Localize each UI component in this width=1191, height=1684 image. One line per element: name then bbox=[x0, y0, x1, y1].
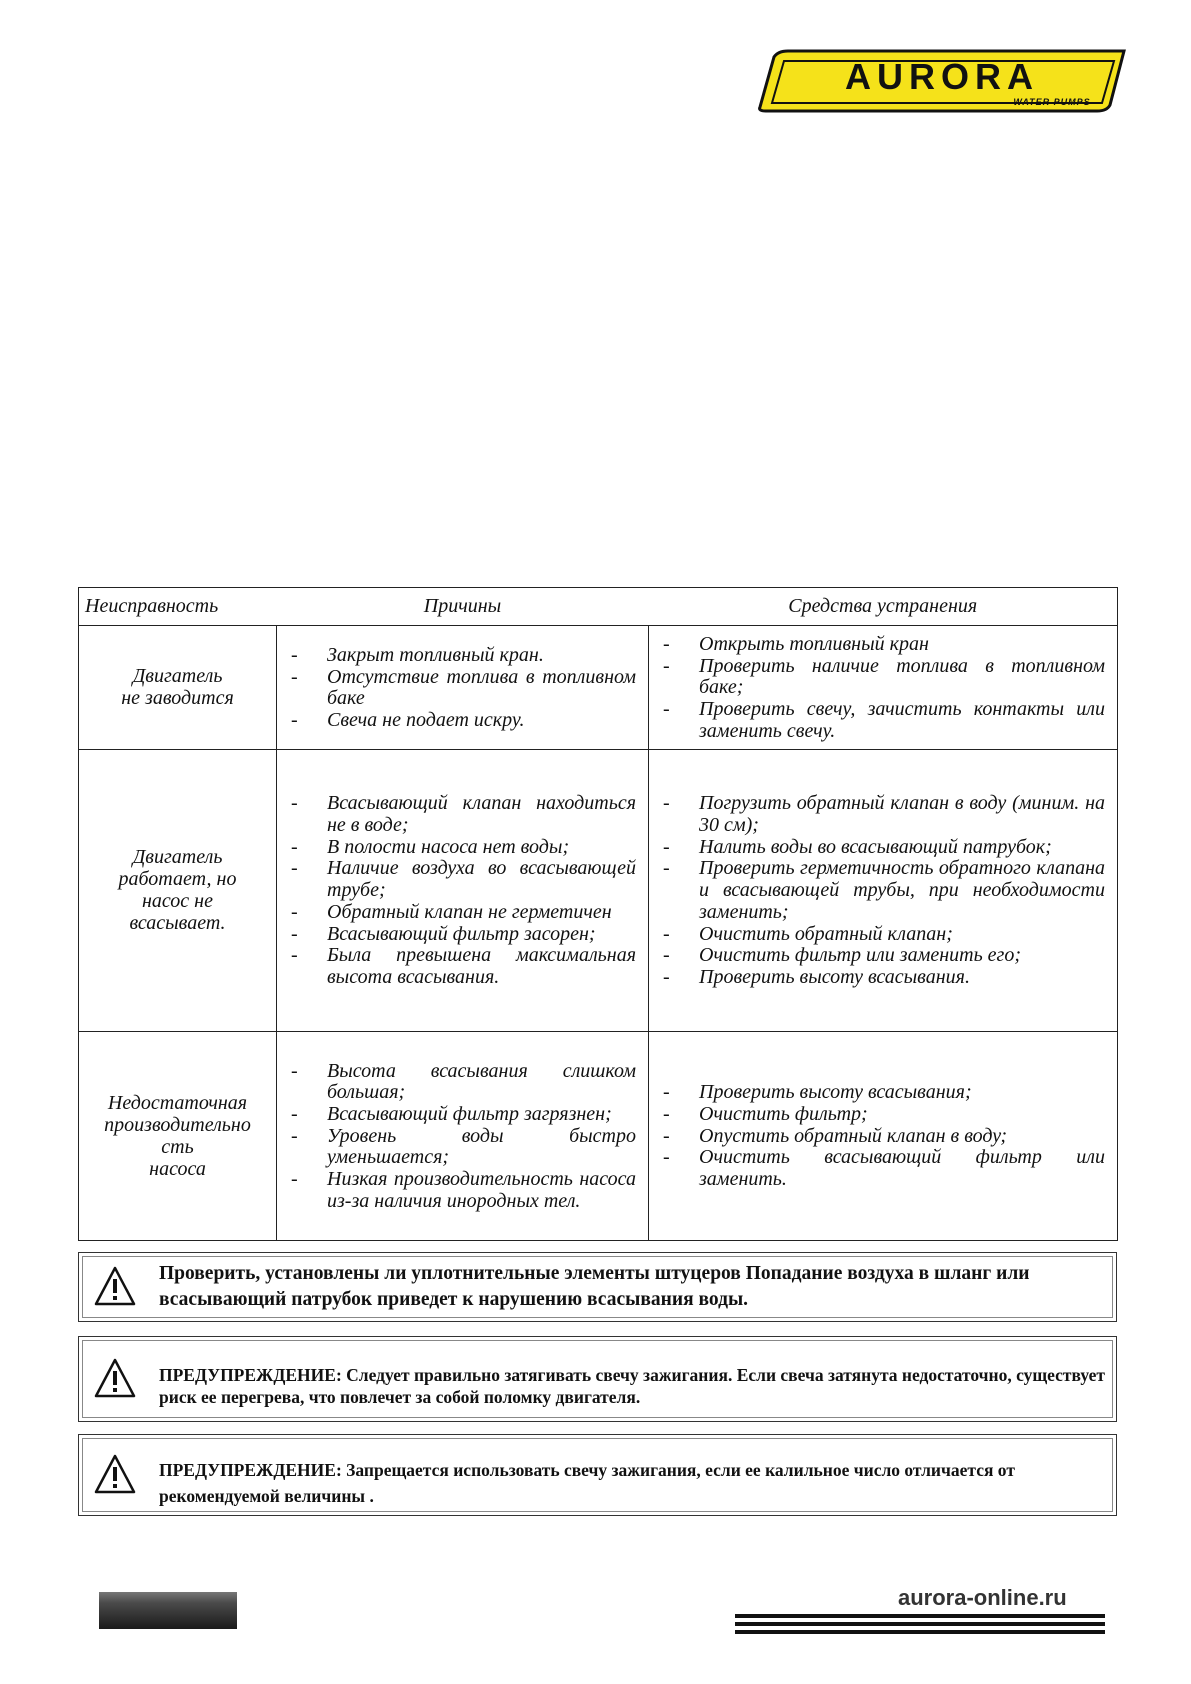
list-item: - Низкая производительность насоса из-за наличия инородных тел. bbox=[291, 1169, 636, 1212]
aurora-logo bbox=[752, 47, 1132, 115]
list-item: - Была превышена максимальная высота всасывания. bbox=[291, 945, 636, 988]
fault-cell: Недостаточная производительно сть насоса bbox=[79, 1031, 277, 1240]
header-remedies: Средства устранения bbox=[649, 588, 1118, 626]
list-item: - Проверить наличие топлива в топливном баке; bbox=[663, 656, 1105, 699]
warning-text: Проверить, установлены ли уплотнительные элементы штуцеров Попадание воздуха в шланг или всасывающий патрубок приведет к нарушению всасывания воды. bbox=[159, 1263, 1030, 1310]
warning-text: ПРЕДУПРЕЖДЕНИЕ: Следует правильно затягивать свечу зажигания. Если свеча затянута недостаточно, существует риск ее перегрева, что повлечет за собой поломку двигателя. bbox=[159, 1365, 1105, 1407]
list-item: - Очистить всасывающий фильтр или заменить. bbox=[663, 1147, 1105, 1190]
list-item: - Проверить высоту всасывания; bbox=[663, 1082, 1105, 1104]
list-item: - Опустить обратный клапан в воду; bbox=[663, 1126, 1105, 1148]
list-item: - В полости насоса нет воды; bbox=[291, 837, 636, 859]
logo-subtext: WATER PUMPS bbox=[1013, 97, 1091, 107]
list-item: - Всасывающий клапан находиться не в воде; bbox=[291, 793, 636, 836]
remedies-cell bbox=[649, 626, 1118, 750]
list-item: - Всасывающий фильтр загрязнен; bbox=[291, 1104, 636, 1126]
warning-box-seals bbox=[78, 1252, 1117, 1322]
warning-text: ПРЕДУПРЕЖДЕНИЕ: Запрещается использовать свечу зажигания, если ее калильное число отличается от рекомендуемой величины . bbox=[159, 1460, 1015, 1506]
remedies-cell bbox=[649, 1031, 1118, 1240]
footer-lines bbox=[735, 1614, 1105, 1638]
troubleshooting-table bbox=[78, 587, 1118, 1241]
list-item: - Свеча не подает искру. bbox=[291, 710, 636, 732]
causes-cell bbox=[277, 1031, 649, 1240]
list-item: - Высота всасывания слишком большая; bbox=[291, 1061, 636, 1104]
warning-box-spark-plug-tighten bbox=[78, 1336, 1117, 1422]
list-item: - Открыть топливный кран bbox=[663, 634, 1105, 656]
list-item: - Закрыт топливный кран. bbox=[291, 645, 636, 667]
warning-triangle-icon bbox=[93, 1453, 137, 1495]
list-item: - Отсутствие топлива в топливном баке bbox=[291, 667, 636, 710]
table-row bbox=[79, 1031, 1118, 1240]
list-item: - Очистить фильтр; bbox=[663, 1104, 1105, 1126]
list-item: - Обратный клапан не герметичен bbox=[291, 902, 636, 924]
remedies-cell bbox=[649, 749, 1118, 1031]
header-causes: Причины bbox=[277, 588, 649, 626]
causes-cell bbox=[277, 626, 649, 750]
list-item: - Уровень воды быстро уменьшается; bbox=[291, 1126, 636, 1169]
table-row bbox=[79, 749, 1118, 1031]
page-tab-tail bbox=[237, 1612, 271, 1629]
warning-box-spark-plug-heat bbox=[78, 1434, 1117, 1516]
header-fault: Неисправность bbox=[79, 588, 277, 626]
list-item: - Погрузить обратный клапан в воду (миним. на 30 см); bbox=[663, 793, 1105, 836]
list-item: - Проверить свечу, зачистить контакты или заменить свечу. bbox=[663, 699, 1105, 742]
footer-site: aurora-online.ru bbox=[898, 1585, 1067, 1610]
causes-cell bbox=[277, 749, 649, 1031]
list-item: - Всасывающий фильтр засорен; bbox=[291, 924, 636, 946]
table-row bbox=[79, 626, 1118, 750]
table-header-row bbox=[79, 588, 1118, 626]
warning-triangle-icon bbox=[93, 1265, 137, 1307]
list-item: - Проверить герметичность обратного клапана и всасывающей трубы, при необходимости заменить; bbox=[663, 858, 1105, 923]
warning-triangle-icon bbox=[93, 1357, 137, 1399]
list-item: - Наличие воздуха во всасывающей трубе; bbox=[291, 858, 636, 901]
list-item: - Проверить высоту всасывания. bbox=[663, 967, 1105, 989]
fault-cell: Двигатель не заводится bbox=[79, 626, 277, 750]
fault-cell: Двигатель работает, но насос не всасывает. bbox=[79, 749, 277, 1031]
logo-text: AURORA bbox=[845, 56, 1039, 97]
page-number-tab bbox=[99, 1592, 237, 1629]
list-item: - Очистить фильтр или заменить его; bbox=[663, 945, 1105, 967]
list-item: - Очистить обратный клапан; bbox=[663, 924, 1105, 946]
list-item: - Налить воды во всасывающий патрубок; bbox=[663, 837, 1105, 859]
